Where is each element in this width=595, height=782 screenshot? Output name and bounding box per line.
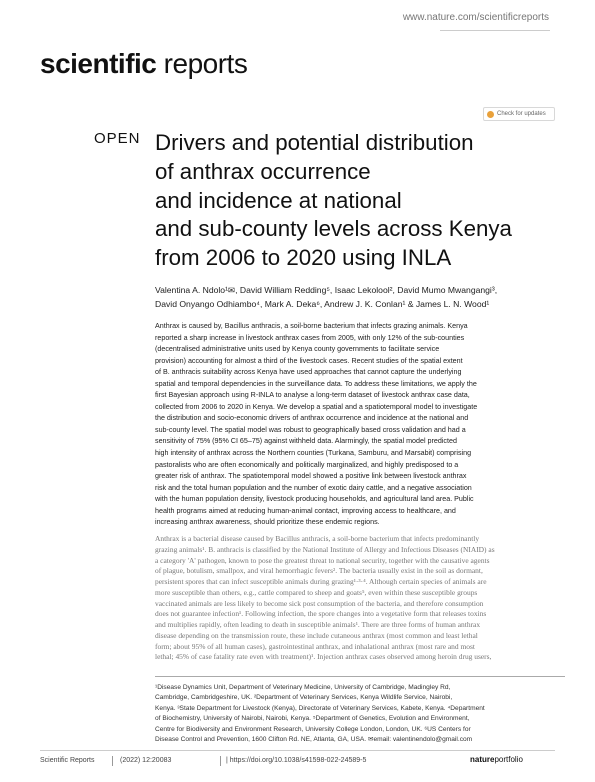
- affiliation-line: Disease Control and Prevention, 1600 Clifton Rd. NE, Atlanta, GA, USA. ✉email: valentinendolo@gmail.com: [155, 736, 473, 744]
- publisher-light: portfolio: [494, 755, 523, 764]
- publisher-logo: [470, 755, 523, 764]
- abstract-line: greater risk of anthrax. The spatiotemporal model showed a positive link between livestock anthrax: [155, 472, 467, 481]
- title-line: Drivers and potential distribution: [155, 130, 474, 155]
- author-line: Valentina A. Ndolo¹✉, David William Redding⁵, Isaac Lekolool², David Mumo Mwangangi³,: [155, 285, 498, 295]
- abstract-line: risk and the total human population and the number of exotic dairy cattle, and a negative association: [155, 483, 472, 492]
- affiliations: [155, 683, 565, 745]
- title-line: and incidence at national: [155, 187, 402, 213]
- update-check-icon: [487, 111, 494, 118]
- article-title: [155, 129, 565, 273]
- abstract-line: first Bayesian approach using R-INLA to analyse a long-term dataset of livestock anthrax case data,: [155, 391, 470, 400]
- logo-bold-text: scientific: [40, 48, 157, 79]
- body-line: and multiplies rapidly, often leading to death in susceptible animals¹. There are three forms of human anthrax: [155, 620, 481, 629]
- body-line: of plague, botulism, smallpox, and viral hemorrhagic fevers². The bacteria usually exist in the soil as dormant,: [155, 566, 483, 576]
- body-line: more susceptible than others, e.g., cattle compared to sheep and goats⁵, even within these susceptible groups: [155, 587, 478, 597]
- footer-divider: [40, 750, 555, 751]
- footer-separator: [220, 756, 221, 766]
- title-line: and sub‑county levels across Kenya: [155, 216, 512, 242]
- title-line: from 2006 to 2020 using INLA: [155, 245, 452, 271]
- body-line: Anthrax is a bacterial disease caused by Bacillus anthracis, a soil-borne bacterium that infects predominantly: [155, 534, 480, 543]
- affiliation-line: Centre for Biodiversity and Environment Research, University College London, London, UK. ⁶US Centers for: [155, 725, 471, 733]
- abstract-line: sensitivity of 75% (95% CI 65–75) against withheld data. Alarmingly, the spatial model predicted: [155, 437, 457, 446]
- abstract-line: with the human population density, livestock producing households, and agricultural land area. Public: [155, 495, 474, 504]
- abstract-line: reported a sharp increase in livestock anthrax cases from 2005, with only 12% of the sub-counties: [155, 333, 465, 342]
- body-text: [155, 534, 565, 663]
- body-line: does not guarantee infection¹. Following infection, the spore changes into a vegetative form that releases toxins: [155, 609, 487, 619]
- journal-url[interactable]: www.nature.com/scientificreports: [402, 12, 549, 23]
- abstract-line: spatial and temporal dependencies in the surveillance data. To address these limitations, we apply the: [155, 379, 477, 388]
- footer-doi-link[interactable]: | https://doi.org/10.1038/s41598-022-24589-5: [226, 757, 367, 764]
- abstract-line: Anthrax is caused by, Bacillus anthracis, a soil-borne bacterium that infects grazing animals. Kenya: [155, 322, 468, 330]
- abstract-line: the distribution and socio-economic drivers of anthrax occurrence and incidence at the national and: [155, 414, 469, 423]
- check-updates-label: Check for updates: [497, 111, 546, 117]
- author-list: [155, 283, 565, 311]
- body-line: lethal; 45% of case fatality rate even with treatment)¹. Injection anthrax cases observed among heroin drug users,: [155, 652, 492, 662]
- body-line: grazing animals¹. B. anthracis is classified by the National Institute of Allergy and Infectious Diseases (NIAID) as: [155, 544, 495, 554]
- open-access-label: OPEN: [94, 130, 141, 147]
- abstract-line: health programs aimed at reducing human-animal contact, improving access to healthcare, and: [155, 506, 456, 515]
- abstract-line: collected from 2006 to 2020 in Kenya. We develop a spatial and a spatiotemporal model to investigate: [155, 402, 478, 411]
- body-line: a category 'A' pathogen, known to pose the greatest threat to national security, together with the causative agents: [155, 555, 490, 565]
- header-divider: [440, 30, 550, 31]
- abstract-line: provision) accounting for almost a third of the livestock cases. Recent studies of the spatial extent: [155, 356, 463, 365]
- affiliation-line: of Biochemistry, University of Nairobi, Nairobi, Kenya. ⁵Department of Genetics, Evolution and Environment,: [155, 715, 470, 723]
- footer-volume: (2022) 12:20083: [120, 757, 172, 764]
- abstract: [155, 321, 565, 529]
- body-line: vaccinated animals are less likely to become sick post consumption of the bacteria, and therefore consumption: [155, 598, 484, 608]
- footer-separator: [112, 756, 113, 766]
- affiliation-line: Cambridge, Cambridgeshire, UK. ²Department of Veterinary Services, Kenya Wildlife Service, Nairobi,: [155, 694, 453, 702]
- abstract-line: (decentralised administrative units used by Kenya county governments to facilitate service: [155, 345, 440, 354]
- publisher-bold: nature: [470, 755, 495, 764]
- logo-light-text: reports: [163, 48, 248, 79]
- body-line: persistent spores that can infect susceptible animals during grazing¹·³·⁴. Although certain species of animals are: [155, 577, 487, 586]
- footer-journal: Scientific Reports: [40, 757, 95, 764]
- abstract-line: high intensity of anthrax across the Northern counties (Turkana, Samburu, and Marsabit) comprising: [155, 449, 472, 458]
- journal-logo: [40, 48, 247, 80]
- affiliation-line: Kenya. ³State Department for Livestock (Kenya), Directorate of Veterinary Services, Kabete, Kenya. ⁴Department: [155, 704, 485, 712]
- abstract-line: of B. anthracis suitability across Kenya have used approaches that cannot capture the underlying: [155, 368, 462, 377]
- body-line: disease depending on the transmission route, these include cutaneous anthrax (most common and least lethal: [155, 630, 478, 640]
- affiliation-line: ¹Disease Dynamics Unit, Department of Veterinary Medicine, University of Cambridge, Madingley Rd,: [155, 684, 451, 691]
- title-line: of anthrax occurrence: [155, 158, 371, 184]
- abstract-line: sub-county level. The spatial model was robust to geographically based cross validation and had a: [155, 425, 466, 434]
- abstract-line: increasing anthrax awareness, should prioritize these endemic regions.: [155, 518, 380, 527]
- abstract-line: pastoralists who are often economically and politically marginalized, and highly predisposed to a: [155, 460, 459, 469]
- body-line: form; about 95% of all human cases), gastrointestinal anthrax, and inhalational anthrax (most rare and most: [155, 641, 475, 651]
- check-for-updates-button[interactable]: [483, 107, 555, 121]
- author-line: David Onyango Odhiambo⁴, Mark A. Deka⁶, Andrew J. K. Conlan¹ & James L. N. Wood¹: [155, 299, 490, 309]
- affiliation-divider: [155, 676, 565, 677]
